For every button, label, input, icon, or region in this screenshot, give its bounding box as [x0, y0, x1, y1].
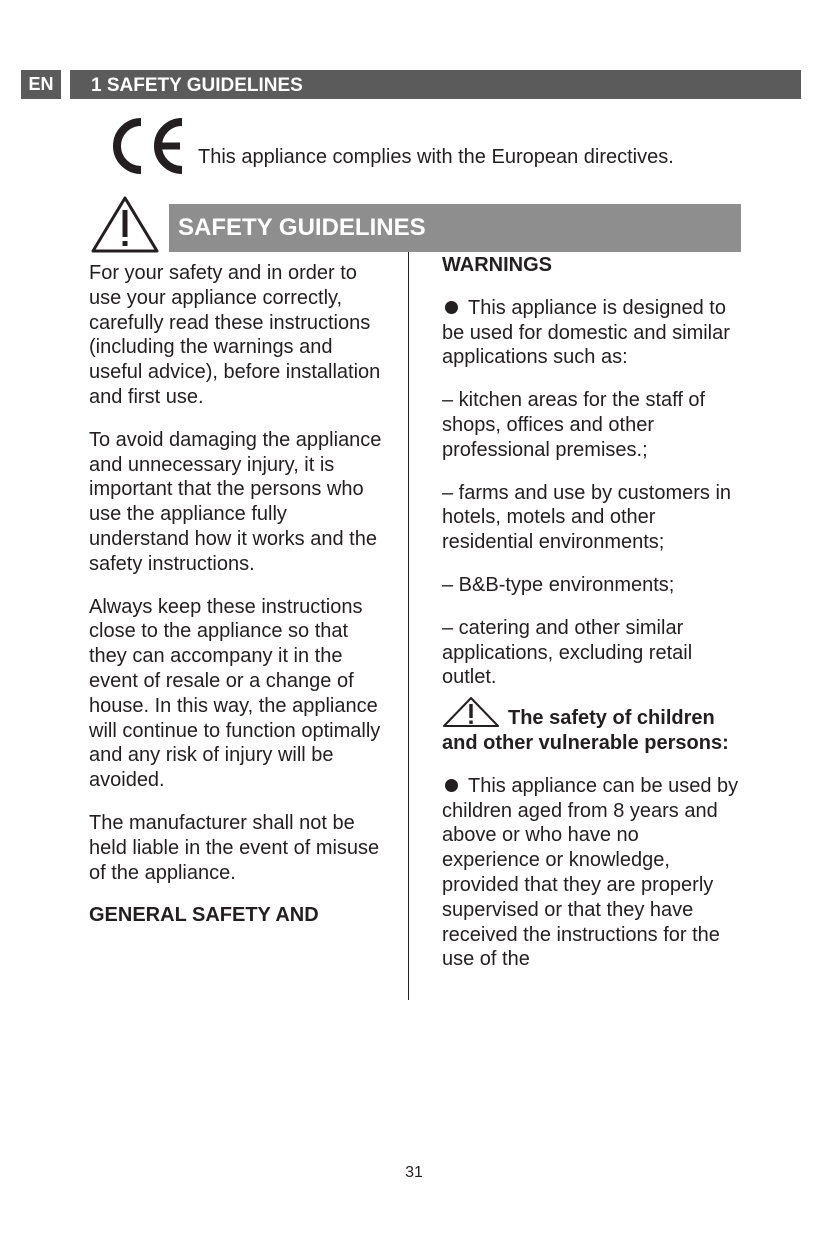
- paragraph: For your safety and in order to use your appliance correctly, carefully read these instructions (including the warnings and useful advice), before installation and first use.: [89, 262, 381, 408]
- list-item: – kitchen areas for the staff of shops, offices and other professional premises.;: [442, 389, 706, 461]
- children-safety-heading: [442, 696, 742, 756]
- language-badge: EN: [21, 70, 61, 99]
- warning-triangle-icon: [89, 194, 161, 254]
- bullet-dot-icon: [445, 779, 458, 792]
- ce-mark-icon: [108, 116, 186, 176]
- paragraph: Always keep these instructions close to the appliance so that they can accompany it in the event of resale or a change of house. In this way, the appliance will continue to function optimally and any risk of injury will be avoided.: [89, 595, 381, 792]
- list-item: – B&B-type environments;: [442, 573, 675, 596]
- column-divider: [408, 252, 409, 1000]
- bullet-dot-icon: [445, 301, 458, 314]
- page-number: 31: [405, 1164, 423, 1181]
- bullet-text: This appliance can be used by children aged from 8 years and above or who have no experience or knowledge, provided that they are properly supervised or that they have received the instructions for the use of the: [442, 774, 739, 971]
- chapter-title: 1 SAFETY GUIDELINES: [70, 70, 801, 99]
- children-safety-text: The safety of children and other vulnerable persons:: [442, 707, 729, 754]
- section-title: SAFETY GUIDELINES: [169, 204, 741, 252]
- left-column: [89, 261, 389, 946]
- paragraph: To avoid damaging the appliance and unnecessary injury, it is important that the persons who use the appliance fully understand how it works and the safety instructions.: [89, 428, 382, 575]
- warning-triangle-small-icon: [442, 696, 500, 728]
- bullet-item: [442, 296, 742, 370]
- bullet-text: This appliance is designed to be used for domestic and similar applications such as:: [442, 296, 730, 369]
- bullet-item: [442, 774, 742, 972]
- warnings-heading: WARNINGS: [442, 254, 552, 276]
- paragraph: The manufacturer shall not be held liable in the event of misuse of the appliance.: [89, 811, 380, 884]
- list-item: – catering and other similar applications, excluding retail outlet.: [442, 616, 693, 689]
- ce-statement: This appliance complies with the European directives.: [198, 146, 674, 168]
- right-column: [442, 253, 742, 990]
- list-item: – farms and use by customers in hotels, motels and other residential environments;: [442, 481, 732, 554]
- general-safety-heading: GENERAL SAFETY AND: [89, 904, 319, 927]
